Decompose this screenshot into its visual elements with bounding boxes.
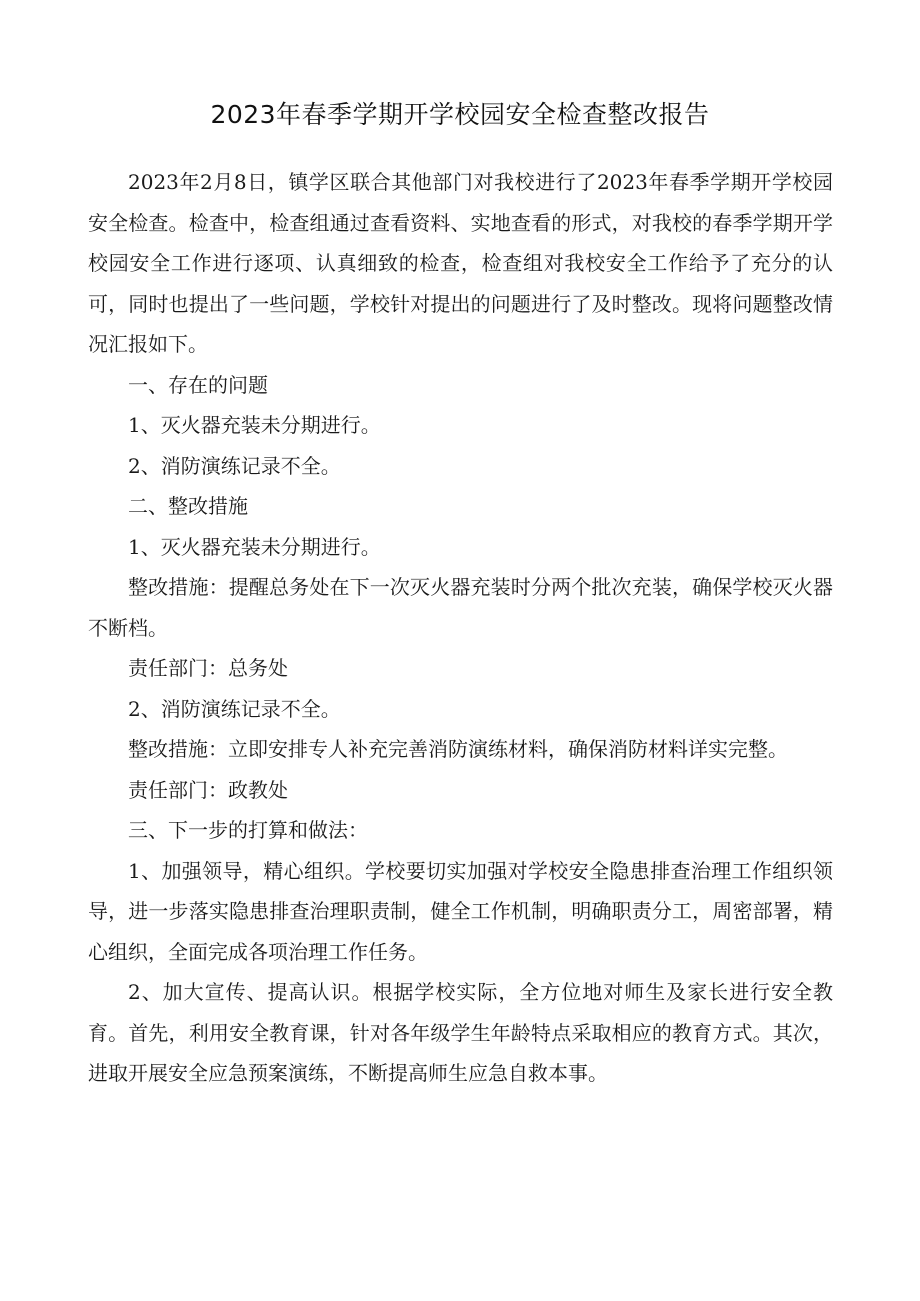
document-title: 2023年春季学期开学校园安全检查整改报告 [210, 100, 710, 129]
measure-item-2-action: 整改措施：立即安排专人补充完善消防演练材料，确保消防材料详实完整。 [128, 737, 788, 761]
measure-item-1-action: 整改措施：提醒总务处在下一次灭火器充装时分两个批次充装，确保学校灭火器不断档。 [88, 575, 833, 640]
problem-item-2: 2、消防演练记录不全。 [128, 453, 341, 478]
measure-item-2-department: 责任部门：政教处 [128, 777, 288, 802]
section-heading-measures: 二、整改措施 [128, 494, 248, 518]
measure-item-1-heading: 1、灭火器充装未分期进行。 [128, 534, 381, 559]
document-body [88, 162, 833, 1094]
section-heading-problems: 一、存在的问题 [128, 372, 268, 397]
intro-paragraph: 2023年2月8日，镇学区联合其他部门对我校进行了2023年春季学期开学校园安全检查。检查中，检查组通过查看资料、实地查看的形式，对我校的春季学期开学校园安全工作进行逐项、认真细致的检查，检查组对我校安全工作给予了充分的认可，同时也提出了一些问题，学校针对提出的问题进行了及时整改。现将问题整改情况汇报如下。 [88, 170, 833, 356]
next-step-item-1: 1、加强领导，精心组织。学校要切实加强对学校安全隐患排查治理工作组织领导，进一步落实隐患排查治理职责制，健全工作机制，明确职责分工，周密部署，精心组织，全面完成各项治理工作任务。 [88, 858, 833, 964]
measure-item-2-heading: 2、消防演练记录不全。 [128, 696, 341, 721]
measure-item-1-department: 责任部门：总务处 [128, 656, 288, 680]
problem-item-1: 1、灭火器充装未分期进行。 [128, 413, 381, 437]
section-heading-next-steps: 三、下一步的打算和做法： [128, 818, 368, 842]
next-step-item-2: 2、加大宣传、提高认识。根据学校实际，全方位地对师生及家长进行安全教育。首先，利用安全教育课，针对各年级学生年龄特点采取相应的教育方式。其次，进取开展安全应急预案演练，不断提高师生应急自救本事。 [88, 980, 833, 1085]
